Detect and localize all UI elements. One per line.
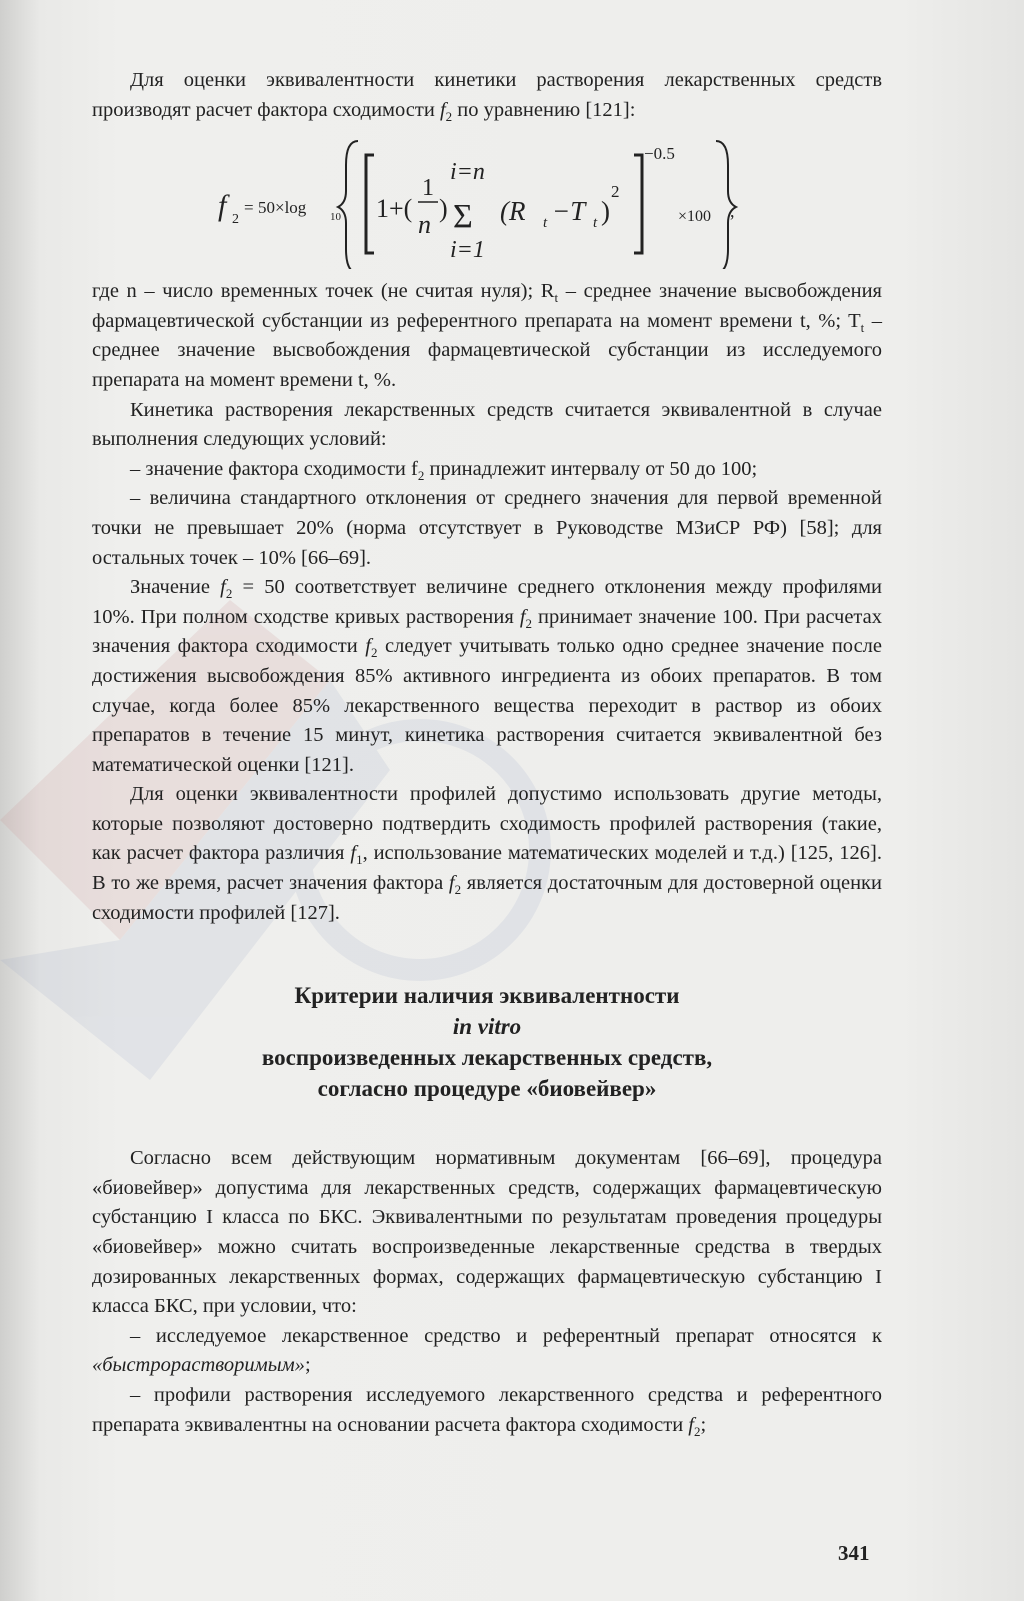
f2-formula <box>210 129 770 269</box>
heading-line-3: согласно процедуре «биовейвер» <box>317 1076 657 1102</box>
paragraph-10: – профили растворения исследуемого лекарственного средства и референтного препарата эквивалентны на основании расчета фактора сходимости $f_2$; <box>92 1384 882 1439</box>
heading-line-2: воспроизведенных лекарственных средств, <box>261 1045 713 1071</box>
svg-text:t: t <box>593 215 598 232</box>
svg-text:): ) <box>439 194 448 224</box>
svg-text:t: t <box>543 215 548 232</box>
svg-text:,: , <box>730 201 735 222</box>
paragraph-9: – исследуемое лекарственное средство и референтный препарат относятся к «быстрорастворимым»; <box>92 1324 882 1377</box>
svg-text:−0.5: −0.5 <box>644 144 675 164</box>
svg-text:−T: −T <box>552 196 586 227</box>
paragraph-1: Для оценки эквивалентности кинетики растворения лекарственных средств производят расчет фактора сходимости $f_2$ по уравнению [121]: <box>92 69 882 124</box>
paragraph-3: Кинетика растворения лекарственных средств считается эквивалентной в случае выполнения следующих условий: <box>92 398 882 451</box>
svg-text:1+(: 1+( <box>376 194 413 224</box>
svg-text:Σ: Σ <box>453 198 473 236</box>
svg-text:(R: (R <box>500 196 526 227</box>
svg-text:i=1: i=1 <box>450 237 485 264</box>
svg-text:=: = <box>244 198 254 218</box>
svg-text:n: n <box>418 210 431 240</box>
paragraph-5: – величина стандартного отклонения от среднего значения для первой временной точки не превышает 20% (норма отсутствует в Руководстве МЗиСР РФ) [58]; для остальных точек – 10% [66–69]. <box>92 487 882 569</box>
page-content <box>92 66 882 1440</box>
paragraph-6: Значение $f_2 = 50$ соответствует величине среднего отклонения между профилями 10%. При полном сходстве кривых растворения $f_2$ принимает значение 100. При расчетах значения фактора сходимости $f_2$ следует учитывать только одно среднее значение после достижения высвобождения 85% активного ингредиента из обоих препаратов. В том случае, когда более 85% лекарственного вещества переходит в раствор из обоих препаратов в течение 15 минут, кинетика растворения считается эквивалентной без математической оценки [121]. <box>92 576 883 776</box>
svg-text:i=n: i=n <box>450 159 485 186</box>
paragraph-2: где n – число временных точек (не считая нуля); $R_t$ – среднее значение высвобождения фармацевтической субстанции из референтного препарата на момент времени t, %; $T_t$ – среднее значение высвобождения фармацевтической субстанции из исследуемого препарата на момент времени t, %. <box>92 280 882 391</box>
svg-text:1: 1 <box>422 175 434 202</box>
svg-text:2: 2 <box>611 182 620 202</box>
svg-text:×100: ×100 <box>678 208 712 226</box>
svg-text:f: f <box>218 189 227 223</box>
paragraph-8: Согласно всем действующим нормативным документам [66–69], процедура «биовейвер» допустима для лекарственных средств, содержащих фармацевтическую субстанцию I класса по БКС. Эквивалентными по результатам проведения процедуры «биовейвер» можно считать воспроизведенные лекарственные средства в твердых дозированных лекарственных формах, содержащих фармацевтическую субстанцию I класса БКС, при условии, что: <box>92 1147 882 1318</box>
svg-text:): ) <box>601 196 610 227</box>
svg-text:50×log: 50×log <box>258 198 307 218</box>
page-number: 341 <box>838 1541 870 1565</box>
formula-block <box>92 125 882 277</box>
section-heading <box>92 980 882 1104</box>
svg-text:2: 2 <box>232 212 239 228</box>
paragraph-4: – значение фактора сходимости $f_2$ принадлежит интервалу от 50 до 100; <box>130 457 758 483</box>
paragraph-7: Для оценки эквивалентности профилей допустимо использовать другие методы, которые позволяют достоверно подтвердить сходимость профилей растворения (такие, как расчет фактора различия $f_1$, использование математических моделей и т.д.) [125, 126]. В то же время, расчет значения фактора $f_2$ является достаточным для достоверной оценки сходимости профилей [127]. <box>92 783 882 924</box>
svg-text:10: 10 <box>330 211 341 224</box>
heading-line-1: Критерии наличия эквивалентности in vitro <box>294 983 680 1040</box>
